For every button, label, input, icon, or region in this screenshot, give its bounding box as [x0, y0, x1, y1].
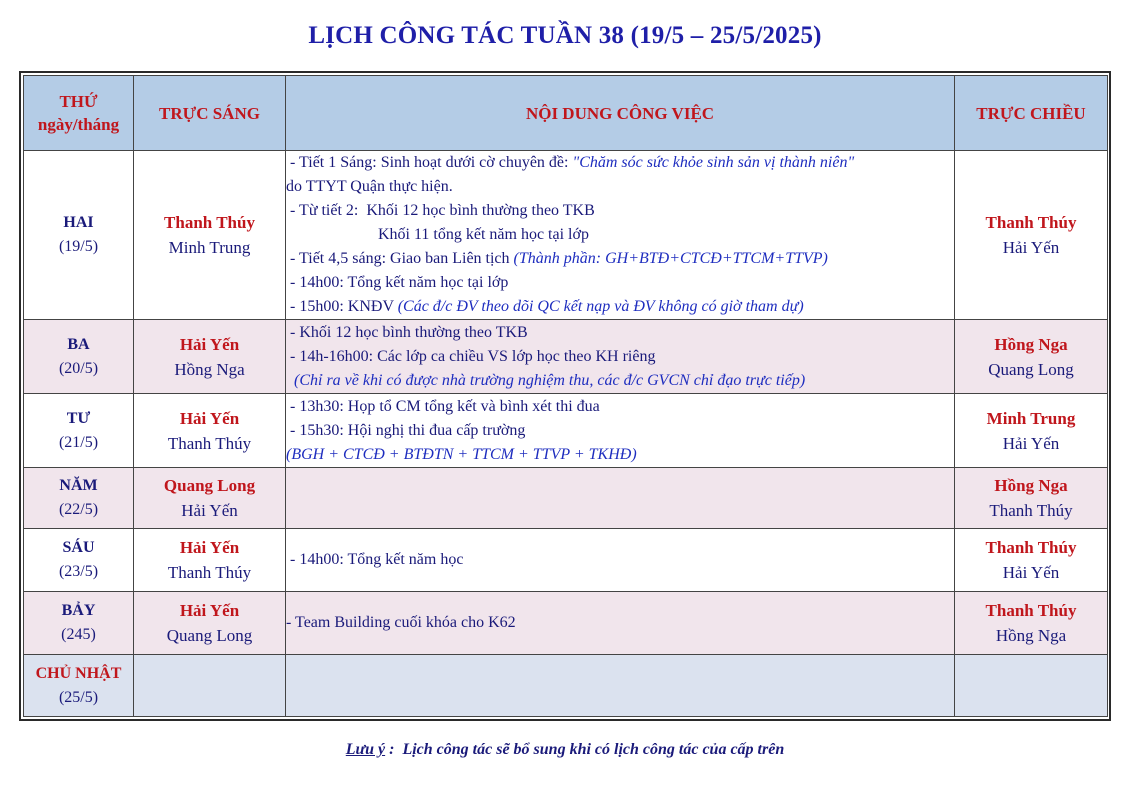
afternoon-duty [955, 592, 1108, 655]
morning-duty [134, 320, 286, 394]
day-cell [24, 592, 134, 655]
afternoon-duty [955, 468, 1108, 529]
table-row [24, 468, 1108, 529]
footer-note [0, 741, 1130, 759]
note-text: : Lịch công tác sẽ bổ sung khi có lịch công tác của cấp trên [385, 741, 785, 758]
morning-duty [134, 468, 286, 529]
afternoon-lead: Thanh Thúy [985, 213, 1077, 232]
content-cell [286, 394, 955, 468]
morning-duty [134, 529, 286, 592]
afternoon-duty [955, 529, 1108, 592]
day-cell [24, 394, 134, 468]
day-name: HAI [63, 214, 94, 231]
content-cell [286, 468, 955, 529]
afternoon-sub: Hải Yến [1002, 563, 1060, 582]
content-line: (BGH + CTCĐ + BTĐTN + TTCM + TTVP + TKHĐ) [286, 445, 637, 463]
afternoon-duty [955, 655, 1108, 717]
morning-sub: Minh Trung [168, 238, 251, 257]
morning-duty [134, 151, 286, 320]
day-date: (25/5) [58, 688, 99, 706]
day-date: (20/5) [58, 359, 99, 377]
afternoon-sub: Quang Long [988, 359, 1074, 379]
header-day-line1: THỨ [59, 92, 98, 111]
morning-sub: Hồng Nga [174, 359, 245, 379]
afternoon-lead: Hồng Nga [994, 476, 1068, 495]
day-date: (21/5) [58, 433, 99, 451]
afternoon-lead: Thanh Thúy [985, 601, 1077, 620]
table-row [24, 394, 1108, 468]
morning-lead: Hải Yến [179, 538, 240, 557]
day-date: (19/5) [58, 238, 99, 255]
content-line: - Tiết 1 Sáng: Sinh hoạt dưới cờ chuyên đề: "Chăm sóc sức khỏe sinh sản vị thành niên" [286, 154, 855, 171]
afternoon-sub: Hải Yến [1002, 238, 1060, 257]
table-row [24, 592, 1108, 655]
content-cell [286, 529, 955, 592]
header-row [24, 76, 1108, 151]
header-day [24, 76, 134, 151]
content-line: (Chỉ ra về khi có được nhà trường nghiệm thu, các đ/c GVCN chỉ đạo trực tiếp) [294, 371, 806, 389]
afternoon-sub: Hồng Nga [995, 626, 1067, 645]
day-cell [24, 468, 134, 529]
morning-sub: Hải Yến [181, 501, 238, 520]
morning-sub: Thanh Thúy [167, 563, 252, 582]
day-name: CHỦ NHẬT [35, 664, 122, 682]
content-line: - 13h30: Họp tổ CM tổng kết và bình xét thi đua [286, 397, 600, 415]
content-line: - Từ tiết 2: Khối 12 học bình thường theo TKB [286, 202, 595, 219]
morning-lead: Hải Yến [179, 408, 240, 428]
content-line: - 14h00: Tổng kết năm học tại lớp [286, 274, 509, 291]
content-cell [286, 320, 955, 394]
afternoon-sub: Hải Yến [1002, 433, 1060, 453]
morning-duty [134, 592, 286, 655]
afternoon-duty [955, 320, 1108, 394]
afternoon-lead: Hồng Nga [994, 334, 1068, 354]
header-morning: TRỰC SÁNG [134, 76, 286, 151]
day-name: NĂM [59, 477, 98, 494]
morning-lead: Thanh Thúy [164, 213, 255, 232]
header-afternoon: TRỰC CHIỀU [955, 76, 1108, 151]
content-cell [286, 151, 955, 320]
content-line: do TTYT Quận thực hiện. [286, 178, 453, 195]
header-day-line2: ngày/tháng [37, 115, 120, 134]
morning-sub: Thanh Thúy [167, 433, 252, 453]
morning-duty [134, 655, 286, 717]
content-cell [286, 655, 955, 717]
content-line: - 14h00: Tổng kết năm học [286, 551, 464, 568]
morning-duty [134, 394, 286, 468]
day-cell [24, 320, 134, 394]
day-name: BA [67, 335, 90, 353]
content-line: Khối 11 tổng kết năm học tại lớp [286, 226, 589, 243]
morning-lead: Hải Yến [179, 334, 240, 354]
afternoon-lead: Thanh Thúy [985, 538, 1077, 557]
header-content: NỘI DUNG CÔNG VIỆC [286, 76, 955, 151]
content-line: - 14h-16h00: Các lớp ca chiều VS lớp học theo KH riêng [286, 347, 656, 365]
table-row [24, 151, 1108, 320]
note-label: Lưu ý [345, 741, 386, 758]
content-line: - Khối 12 học bình thường theo TKB [286, 323, 528, 341]
day-name: SÁU [62, 539, 95, 556]
day-date: (23/5) [58, 563, 99, 580]
afternoon-duty [955, 394, 1108, 468]
day-cell [24, 655, 134, 717]
content-line: - 15h00: KNĐV (Các đ/c ĐV theo dõi QC kết nạp và ĐV không có giờ tham dự) [286, 298, 804, 315]
afternoon-duty [955, 151, 1108, 320]
day-name: TƯ [66, 409, 91, 427]
day-date: (22/5) [58, 501, 99, 518]
afternoon-lead: Minh Trung [986, 408, 1076, 428]
content-line: - Team Building cuối khóa cho K62 [286, 614, 516, 631]
day-cell [24, 529, 134, 592]
morning-lead: Quang Long [163, 476, 256, 495]
schedule-table [23, 75, 1108, 717]
table-row [24, 320, 1108, 394]
day-date: (245) [61, 626, 96, 643]
content-line: - 15h30: Hội nghị thi đua cấp trường [286, 421, 526, 439]
morning-lead: Hải Yến [179, 601, 240, 620]
day-name: BẢY [61, 602, 96, 619]
day-cell [24, 151, 134, 320]
table-row [24, 529, 1108, 592]
afternoon-sub: Thanh Thúy [989, 501, 1073, 520]
page-title: LỊCH CÔNG TÁC TUẦN 38 (19/5 – 25/5/2025) [308, 22, 822, 49]
morning-sub: Quang Long [166, 626, 253, 645]
content-cell [286, 592, 955, 655]
schedule-frame [19, 71, 1111, 721]
content-line: - Tiết 4,5 sáng: Giao ban Liên tịch (Thành phần: GH+BTĐ+CTCĐ+TTCM+TTVP) [286, 250, 828, 267]
table-row [24, 655, 1108, 717]
